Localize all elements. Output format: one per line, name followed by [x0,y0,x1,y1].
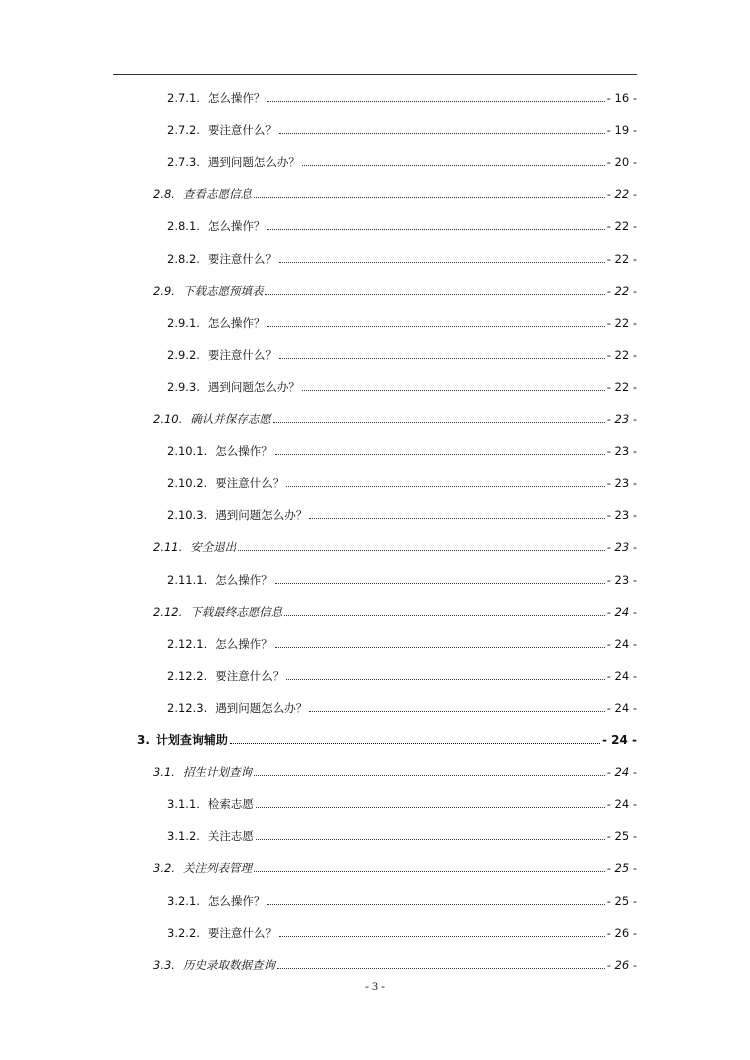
toc-entry-number: 2.7.3. [167,155,200,170]
toc-entry-title: 要注意什么？ [215,668,285,683]
toc-dot-leader [254,871,605,872]
toc-entry-page: - 23 - [606,444,637,459]
toc-dot-leader [309,711,605,712]
toc-entry-title: 安全退出 [190,540,237,555]
toc-entry-title: 计划查询辅助 [155,733,228,747]
toc-entry[interactable] [167,823,637,843]
toc-entry-title: 要注意什么？ [207,925,277,940]
toc-entry-page: - 23 - [606,508,637,523]
toc-entry[interactable] [167,502,637,522]
toc-entry-page: - 25 - [606,829,637,844]
toc-entry-title: 招生计划查询 [182,765,252,780]
toc-entry-page: - 22 - [606,187,637,202]
toc-dot-leader [279,133,605,134]
toc-entry[interactable] [167,85,637,105]
toc-entry-number: 2.12.2. [167,668,208,683]
toc-entry-page: - 26 - [606,957,637,972]
toc-entry-title: 要注意什么？ [207,347,277,362]
toc-entry-number: 2.10. [153,412,183,426]
toc-dot-leader [256,839,605,840]
toc-entry-title: 遇到问题怎么办？ [207,379,300,394]
toc-entry-page: - 22 - [606,315,637,330]
toc-entry[interactable] [167,920,637,940]
page-number: - 3 - [365,979,385,993]
toc-entry-title: 关注列表管理 [182,861,252,876]
toc-entry[interactable] [153,599,637,619]
toc-entry[interactable] [167,374,637,394]
toc-dot-leader [279,262,605,263]
toc-entry[interactable] [167,310,637,330]
toc-entry-number: 2.12. [153,604,183,619]
toc-dot-leader [277,968,605,969]
toc-entry-page: - 22 - [606,347,637,362]
toc-entry-number: 2.9.3. [167,379,200,394]
toc-entry[interactable] [153,406,637,426]
toc-entry-title: 遇到问题怎么办？ [215,508,308,523]
toc-entry-page: - 23 - [606,476,637,491]
toc-entry-number: 2.8.2. [167,251,200,266]
toc-entry-number: 2.8.1. [167,219,200,234]
toc-entry-page: - 24 - [606,668,637,683]
toc-entry-number: 2.9.2. [167,347,200,362]
toc-entry-number: 2.11. [153,540,183,555]
toc-entry-number: 2.10.1. [167,444,208,459]
toc-entry[interactable] [137,727,637,747]
toc-entry-page: - 24 - [606,604,637,619]
toc-entry-number: 3.2.1. [167,893,200,908]
toc-entry-title: 确认并保存志愿 [190,412,271,426]
toc-entry-page: - 24 - [606,765,637,780]
toc-entry-number: 2.9. [153,283,175,298]
toc-entry[interactable] [167,438,637,458]
toc-entry-page: - 23 - [606,540,637,555]
toc-entry[interactable] [153,855,637,875]
toc-dot-leader [286,486,605,487]
toc-dot-leader [267,326,604,327]
toc-dot-leader [275,454,605,455]
toc-entry-title: 遇到问题怎么办？ [215,700,308,715]
toc-entry[interactable] [167,213,637,233]
toc-dot-leader [284,615,604,616]
toc-entry-page: - 24 - [606,797,637,812]
toc-entry-title: 怎么操作？ [207,315,266,330]
toc-entry-page: - 16 - [606,91,637,105]
toc-dot-leader [286,679,605,680]
toc-entry-title: 要注意什么？ [215,476,285,491]
toc-entry-page: - 22 - [606,251,637,266]
toc-entry-title: 怎么操作？ [207,219,266,234]
toc-entry-title: 怎么操作？ [207,893,266,908]
toc-entry-title: 下载最终志愿信息 [190,604,283,619]
toc-entry[interactable] [167,791,637,811]
toc-entry-title: 查看志愿信息 [182,187,252,202]
toc-dot-leader [238,550,604,551]
toc-entry[interactable] [167,342,637,362]
toc-dot-leader [302,390,605,391]
toc-entry-title: 要注意什么？ [207,251,277,266]
toc-entry-page: - 24 - [606,700,637,715]
toc-entry-number: 3.1.2. [167,829,200,844]
toc-dot-leader [267,101,604,102]
toc-entry-number: 3.3. [153,957,175,972]
toc-entry[interactable] [153,759,637,779]
toc-entry-page: - 19 - [606,123,637,138]
toc-entry-page: - 24 - [606,636,637,651]
toc-entry[interactable] [167,567,637,587]
toc-entry-page: - 23 - [606,412,637,426]
toc-entry-title: 下载志愿预填表 [182,283,264,298]
toc-entry-title: 历史录取数据查询 [182,957,275,972]
toc-entry-title: 怎么操作？ [215,636,273,651]
toc-entry-page: - 22 - [606,219,637,234]
toc-entry-number: 2.10.2. [167,476,208,491]
toc-entry-number: 3. [137,733,150,747]
toc-entry-number: 2.11.1. [167,572,208,587]
toc-entry-number: 2.10.3. [167,508,208,523]
toc-dot-leader [267,229,604,230]
toc-entry[interactable] [167,149,637,169]
toc-entry-number: 3.2.2. [167,925,200,940]
toc-dot-leader [279,936,605,937]
toc-entry[interactable] [167,246,637,266]
toc-entry-page: - 22 - [606,379,637,394]
toc-entry[interactable] [167,663,637,683]
toc-entry[interactable] [167,631,637,651]
toc-entry-number: 2.12.1. [167,636,208,651]
toc-dot-leader [302,165,605,166]
toc-entry-number: 3.1. [153,765,175,780]
toc-dot-leader [230,743,600,744]
toc-entry-number: 2.8. [153,187,175,202]
toc-entry[interactable] [153,181,637,201]
toc-dot-leader [273,422,605,423]
toc-entry-title: 遇到问题怎么办？ [207,155,300,170]
toc-entry-title: 关注志愿 [207,829,254,844]
toc-dot-leader [256,807,605,808]
toc-entry-number: 2.9.1. [167,315,200,330]
toc-entry[interactable] [153,952,637,972]
toc-entry-page: - 23 - [606,572,637,587]
toc-entry-number: 3.2. [153,861,175,876]
header-rule [113,74,637,75]
toc-entry[interactable] [167,695,637,715]
toc-entry-page: - 20 - [606,155,637,170]
toc-entry-title: 怎么操作？ [207,91,266,105]
toc-dot-leader [254,775,605,776]
toc-entry-title: 怎么操作？ [215,572,273,587]
toc-entry-number: 3.1.1. [167,797,200,812]
toc-entry-number: 2.7.2. [167,123,200,138]
toc-dot-leader [279,358,605,359]
toc-entry-page: - 26 - [606,925,637,940]
toc-dot-leader [267,904,604,905]
toc-entry-page: - 22 - [606,283,637,298]
toc-entry-title: 要注意什么？ [207,123,277,138]
toc-dot-leader [254,197,605,198]
toc-dot-leader [275,647,605,648]
toc-entry-number: 2.12.3. [167,700,208,715]
toc-entry-number: 2.7.1. [167,91,200,105]
toc-entry-title: 怎么操作？ [215,444,273,459]
toc-entry-page: - 25 - [606,893,637,908]
toc-entry[interactable] [167,888,637,908]
toc-dot-leader [275,583,605,584]
toc-entry[interactable] [153,278,637,298]
toc-dot-leader [265,294,604,295]
toc-entry-page: - 25 - [606,861,637,876]
toc-entry-page: - 24 - [601,733,637,747]
toc-entry[interactable] [167,117,637,137]
toc-entry-title: 检索志愿 [207,797,254,812]
toc-entry[interactable] [167,470,637,490]
toc-dot-leader [309,518,605,519]
toc-entry[interactable] [153,534,637,554]
